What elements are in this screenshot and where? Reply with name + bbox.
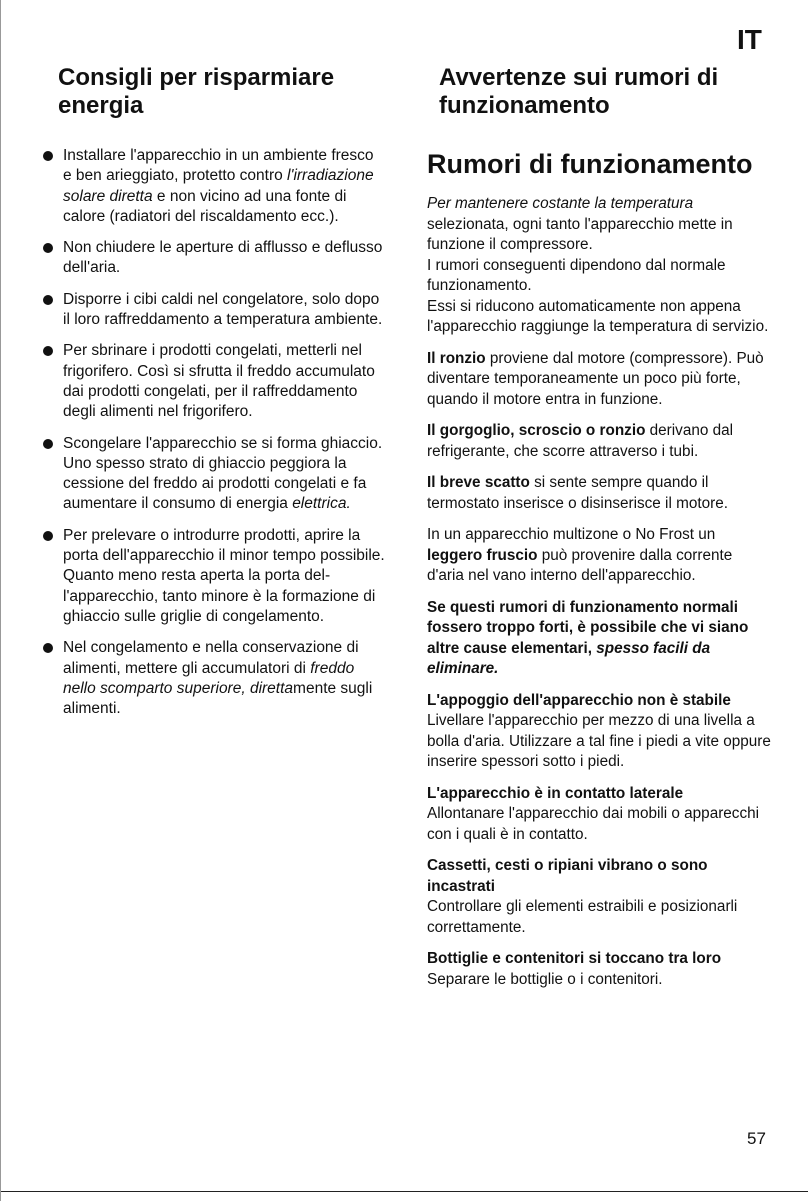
left-column [40,64,385,730]
tip-text: Installare l'apparecchio in un ambiente fresco e ben arieggiato, protetto contro [63,147,374,185]
issue-heading: Bottiglie e contenitori si toccano tra loro [427,950,722,967]
tip-text-italic: freddo nello scomparto superiore, diretta [63,659,355,697]
intro-paragraph [427,194,772,338]
issue-block [427,691,772,773]
operating-noises-heading: Rumori di funzionamento [427,149,753,179]
intro-text: I rumori conseguenti dipendono dal normale funzionamento. [427,256,726,294]
click-paragraph [427,473,772,514]
rustle-text: In un apparecchio multizone o No Frost un [427,526,716,543]
click-label: Il breve scatto [427,474,530,491]
issue-block [427,784,772,846]
loud-noise-warning [427,598,772,680]
tip-text: Scongelare l'apparecchio se si forma ghiaccio. [63,434,383,452]
issue-heading: Cassetti, cesti o ripiani vibrano o sono incastrati [427,857,708,895]
issue-block [427,949,772,990]
tip-text-italic: elettrica. [292,495,351,513]
warning-text-italic: spesso facili da eliminare. [427,639,711,677]
click-text: si sente sempre quando il termostato inserisce o disinserisce il motore. [427,474,728,512]
issue-text: Allontanare l'apparecchio dai mobili o apparecchi con i quali è in contatto. [427,805,760,843]
issue-text: Livellare l'apparecchio per mezzo di una livella a bolla d'aria. Utilizzare a tal fine i piedi a vite oppure inserire spessori sotto i piedi. [427,712,771,770]
tip-text: Nel congelamento e nella conservazione di alimenti, mettere gli accumulatori di [63,639,359,677]
tip-text: e non vicino ad una fonte di calore (radiatori del riscaldamento ecc.). [63,187,347,225]
noise-warnings-title: Avvertenze sui rumori di funzionamento [439,64,719,119]
rustle-paragraph [427,525,772,587]
language-label: IT [737,24,762,55]
issue-heading: L'appoggio dell'apparecchio non è stabile [427,691,731,709]
hum-text: proviene dal motore (compressore). Può diventare temporaneamente un poco più forte, quando il motore entra in funzione. [427,349,764,408]
tip-text: Uno spesso strato di ghiaccio peggiora la cessione del freddo ai prodotti congelati e fa aumentare il consumo di energia [63,454,367,513]
tip-text: Non chiudere le aperture di afflusso e deflusso dell'aria. [63,239,383,277]
energy-tips-title: Consigli per risparmiare energia [58,64,335,119]
tip-text: mente sugli alimenti. [63,679,373,718]
tip-item [40,638,385,719]
intro-text: selezionata, ogni tanto l'apparecchio mette in funzione il compressore. [427,215,733,253]
page-number: 57 [747,1129,766,1148]
tip-item [40,526,385,627]
right-column [427,64,772,1001]
tip-item [40,341,385,422]
gurgle-text: derivano dal refrigerante, che scorre attraverso i tubi. [427,422,734,460]
tip-text-italic: l'irradiazione solare diretta [63,167,374,205]
rustle-text: può provenire dalla corrente d'aria nel vano interno dell'apparecchio. [427,546,733,584]
rustle-label: leggero fruscio [427,546,538,564]
tip-text: Per prelevare o introdurre prodotti, aprire la porta dell'apparecchio il minor tempo possibile. [63,526,385,565]
issue-text: Separare le bottiglie o i contenitori. [427,970,663,988]
tip-item [40,146,385,227]
hum-paragraph [427,349,772,411]
tip-text: Quanto meno resta aperta la porta dell'apparecchio, tanto minore è la formazione di ghiaccio sulle griglie di congelamento. [63,567,376,625]
issue-heading: L'apparecchio è in contatto laterale [427,784,684,802]
tip-text: Disporre i cibi caldi nel congelatore, solo dopo il loro raffreddamento a temperatura ambiente. [63,290,383,329]
tip-item [40,434,385,515]
intro-italic: Per mantenere costante la temperatura [427,195,694,212]
tip-item [40,290,385,331]
intro-text: Essi si riducono automaticamente non appena l'apparecchio raggiunge la temperatura di servizio. [427,297,769,335]
issue-block [427,856,772,938]
issue-text: Controllare gli elementi estraibili e posizionarli correttamente. [427,898,738,936]
hum-label: Il ronzio [427,349,486,367]
gurgle-paragraph [427,421,772,462]
scan-edge-line [0,0,1,1201]
tip-text: Per sbrinare i prodotti congelati, metterli nel frigorifero. Così si sfrutta il freddo accumulato dai prodotti congelati, per il raffreddamento degli alimenti nel frigorifero. [63,342,375,421]
warning-text: Se questi rumori di funzionamento normali fossero troppo forti, è possibile che vi siano altre cause elementari, [427,598,749,657]
tip-item [40,238,385,279]
scan-edge-line [0,1191,808,1192]
energy-tips-list [40,146,385,719]
gurgle-label: Il gorgoglio, scroscio o ronzio [427,422,646,439]
